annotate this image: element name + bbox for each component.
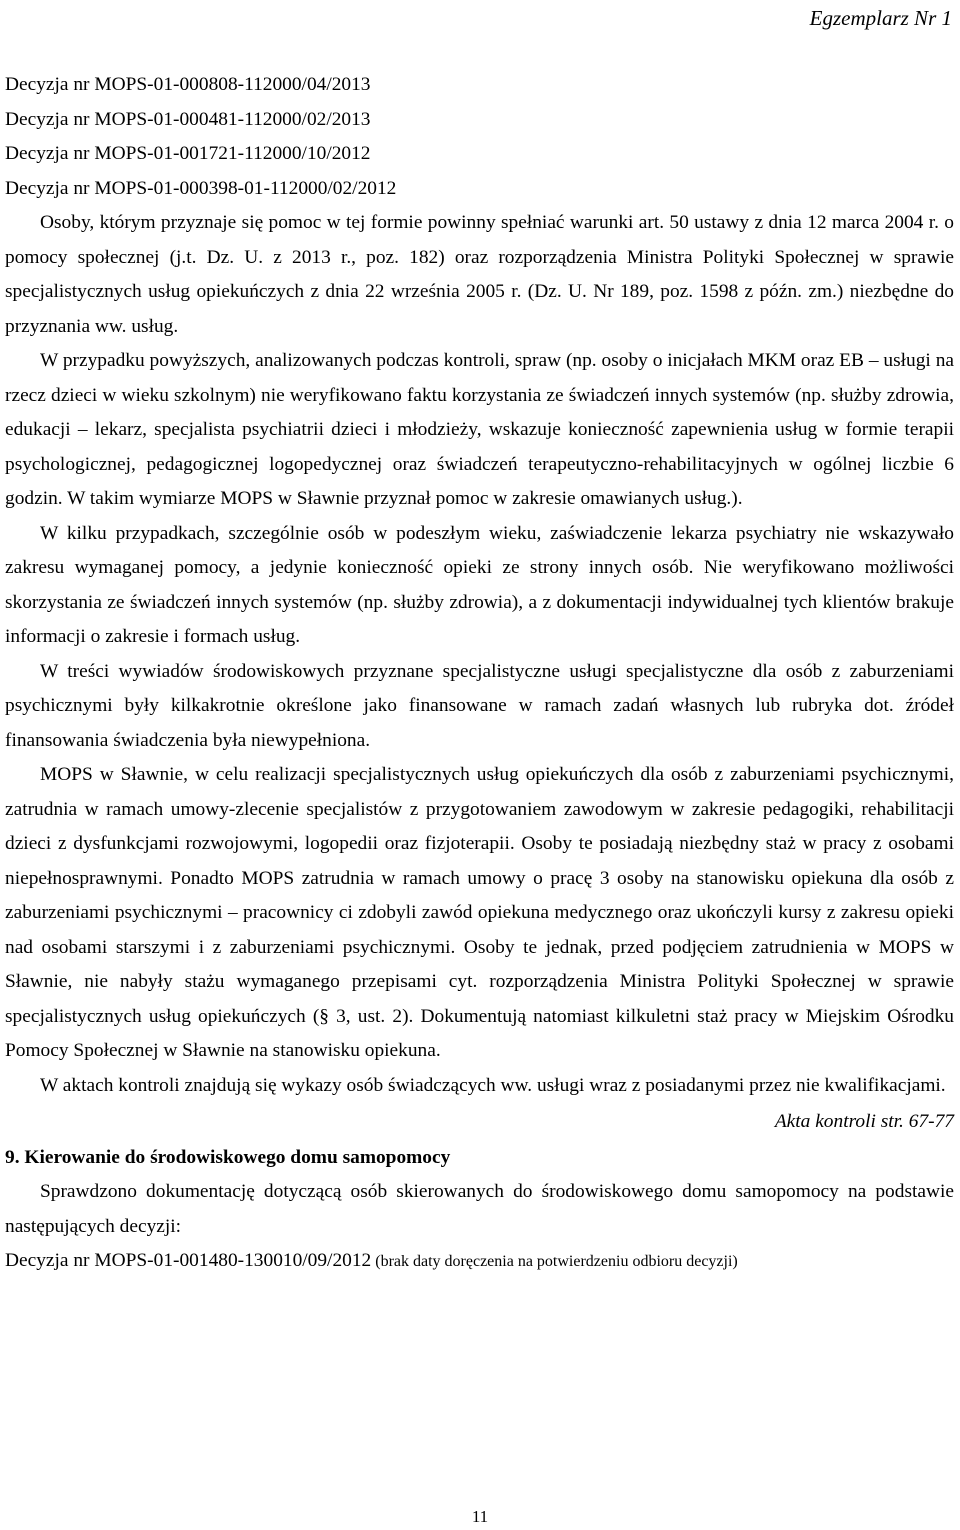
paragraph-interviews: W treści wywiadów środowiskowych przyznane specjalistyczne usługi specjalistyczne dla osób z zaburzeniami psychicznymi były kilkakrotnie określone jako finansowane w ramach zadań własnych lub rubryka dot. źródeł finansowania świadczenia była niewypełniona. — [5, 660, 954, 751]
paragraph-requirements: Osoby, którym przyznaje się pomoc w tej formie powinny spełniać warunki art. 50 ustawy z dnia 12 marca 2004 r. o pomocy społecznej (j.t. Dz. U. z 2013 r., poz. 182) oraz rozporządzenia Ministra Polityki Społecznej w sprawie specjalistycznych usług opiekuńczych z dnia 22 września 2005 r. (Dz. U. Nr 189, poz. 1598 z późn. zm.) niezbędne do przyznania ww. usług. — [5, 212, 954, 337]
decision-line: Decyzja nr MOPS-01-000481-112000/02/2013 — [5, 108, 371, 130]
section-decision-line — [5, 1244, 954, 1280]
section-decision-note: (brak daty doręczenia na potwierdzeniu odbioru decyzji) — [371, 1253, 738, 1270]
decision-line: Decyzja nr MOPS-01-000808-112000/04/2013 — [5, 74, 371, 95]
decision-line: Decyzja nr MOPS-01-001721-112000/10/2012 — [5, 143, 371, 164]
document-body — [5, 68, 954, 1280]
paragraph-findings-cases: W przypadku powyższych, analizowanych podczas kontroli, spraw (np. osoby o inicjałach MKM oraz EB – usługi na rzecz dzieci w wieku szkolnym) nie weryfikowano faktu korzystania ze świadczeń innych systemów (np. służby zdrowia, edukacji – lekarz, specjalista psychiatrii dzieci i młodzieży, wskazuje konieczność zapewnienia usług w formie terapii psychologicznej, pedagogicznej logopedycznej oraz świadczeń terapeutyczno-rehabilitacyjnych w ogólnej liczbie 6 godzin. W takim wymiarze MOPS w Sławnie przyznał pomoc w zakresie omawianych usług.). — [5, 350, 954, 509]
section-decision: Decyzja nr MOPS-01-001480-130010/09/2012 — [5, 1250, 372, 1271]
copy-label: Egzemplarz Nr 1 — [809, 6, 952, 30]
paragraph-elderly-cases: W kilku przypadkach, szczególnie osób w podeszłym wieku, zaświadczenie lekarza psychiatry nie wskazywało zakresu wymaganej pomocy, a jedynie konieczność opieki ze strony innych osób. Nie weryfikowano możliwości skorzystania ze świadczeń innych systemów (np. służby zdrowia), a z dokumentacji indywidualnej tych klientów brakuje informacji o zakresie i formach usług. — [5, 522, 954, 647]
paragraph-records: W aktach kontroli znajdują się wykazy osób świadczących ww. usługi wraz z posiadanymi przez nie kwalifikacjami. — [40, 1074, 946, 1096]
page-number: 11 — [471, 1507, 489, 1526]
paragraph-staff: MOPS w Sławnie, w celu realizacji specjalistycznych usług opiekuńczych dla osób z zaburzeniami psychicznymi, zatrudnia w ramach umowy-zlecenie specjalistów z przygotowaniem zawodowym w zakresie pedagogiki, rehabilitacji dzieci z dysfunkcjami rozwojowymi, logopedii oraz fizjoterapii. Osoby te posiadają niezbędny staż w pracy z osobami niepełnosprawnymi. Ponadto MOPS zatrudnia w ramach umowy o pracę 3 osoby na stanowisku opiekuna dla osób z zaburzeniami psychicznymi – pracownicy ci zdobyli zawód opiekuna medycznego oraz ukończyli kursy z zakresu opieki nad osobami starszymi i z zaburzeniami psychicznymi. Osoby te jednak, przed podjęciem zatrudnienia w MOPS w Sławnie, nie nabyły stażu wymaganego przepisami cyt. rozporządzenia Ministra Polityki Społecznej w sprawie specjalistycznych usług opiekuńczych (§ 3, ust. 2). Dokumentują natomiast kilkuletni staż pracy w Miejskim Ośrodku Pomocy Społecznej w Sławnie na stanowisku opiekuna. — [5, 764, 954, 1061]
section-heading: 9. Kierowanie do środowiskowego domu samopomocy — [5, 1146, 451, 1168]
decision-line: Decyzja nr MOPS-01-000398-01-112000/02/2012 — [5, 177, 397, 199]
files-reference: Akta kontroli str. 67-77 — [774, 1111, 954, 1132]
section-intro: Sprawdzono dokumentację dotyczącą osób skierowanych do środowiskowego domu samopomocy na podstawie następujących decyzji: — [5, 1181, 954, 1237]
